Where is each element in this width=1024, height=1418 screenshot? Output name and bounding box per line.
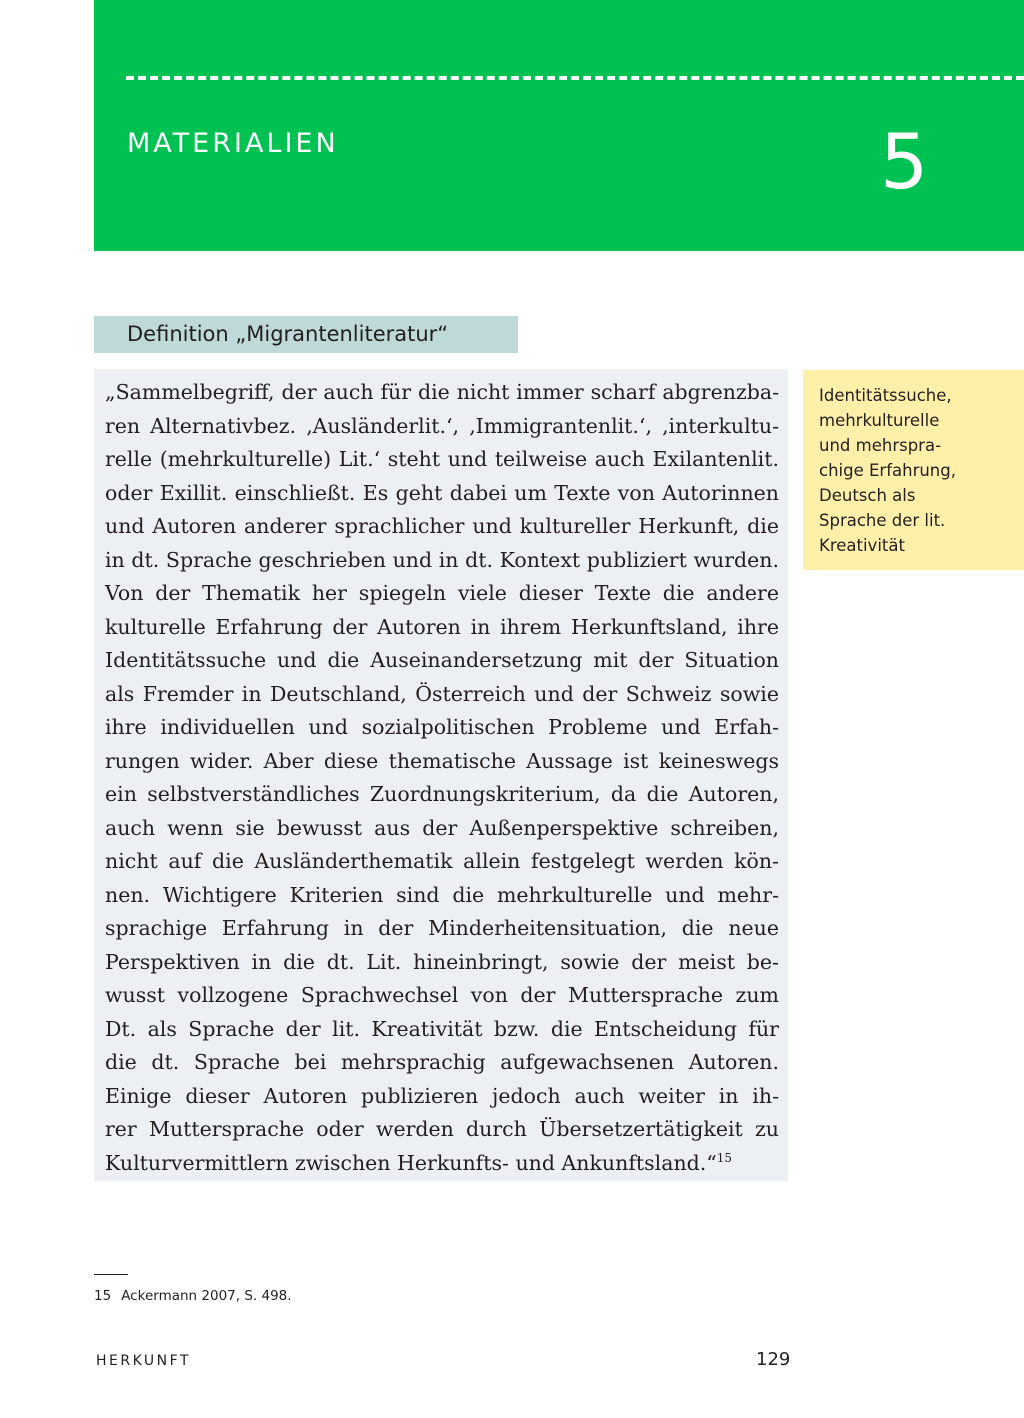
footnote-rule [94, 1274, 128, 1275]
quote-line: Perspektiven in die dt. Lit. hineinbringt, sowie der meist be- [105, 949, 779, 974]
section-title: MATERIALIEN [127, 128, 339, 159]
quote-line [105, 1147, 779, 1181]
quote-line: „Sammelbegriff, der auch für die nicht immer scharf abgrenzba- [105, 380, 779, 404]
quote-line: als Fremder in Deutschland, Österreich und der Schweiz sowie [105, 681, 779, 706]
chapter-number: 5 [880, 117, 929, 206]
quote-line: rungen wider. Aber diese thematische Aussage ist keineswegs [105, 748, 779, 773]
quote-line: ein selbstverständliches Zuordnungskriterium, da die Autoren, [105, 782, 779, 806]
quote-line: ren Alternativbez. ‚Ausländerlit.‘, ‚Immigrantenlit.‘, ‚interkultu- [105, 413, 779, 438]
margin-note-line: und mehrspra- [819, 436, 942, 455]
running-title: HERKUNFT [96, 1353, 191, 1369]
quote-line: sprachige Erfahrung in der Minderheitensituation, die neue [105, 916, 779, 940]
footnote-text: Ackermann 2007, S. 498. [121, 1288, 292, 1304]
footnote-number: 15 [94, 1288, 112, 1304]
margin-note-line: mehrkulturelle [819, 411, 940, 430]
margin-note-lines [819, 383, 1016, 558]
banner-dashed-rule [126, 76, 1024, 80]
margin-note-line: Kreativität [819, 536, 905, 555]
quote-line: wusst vollzogene Sprachwechsel von der Muttersprache zum [105, 983, 779, 1007]
quote-last-line-text: Kulturvermittlern zwischen Herkunfts- und Ankunftsland.“ [105, 1150, 717, 1175]
margin-note-line: Sprache der lit. [819, 511, 946, 530]
margin-note-line: chige Erfahrung, [819, 461, 956, 480]
chapter-banner [94, 0, 1024, 251]
quote-line: kulturelle Erfahrung der Autoren in ihrem Herkunftsland, ihre [105, 614, 779, 639]
footnote [94, 1288, 292, 1304]
quote-line: Dt. als Sprache der lit. Kreativität bzw. die Entscheidung für [105, 1016, 779, 1041]
quote-line: ihre individuellen und sozialpolitischen Probleme und Erfah- [105, 715, 779, 739]
definition-quote-lines [105, 376, 779, 1147]
quote-line: Einige dieser Autoren publizieren jedoch auch weiter in ih- [105, 1083, 779, 1108]
margin-note-line: Deutsch als [819, 486, 916, 505]
definition-quote-box [94, 369, 788, 1181]
quote-line: relle (mehrkulturelle) Lit.‘ steht und teilweise auch Exilantenlit. [105, 447, 779, 471]
quote-line: nen. Wichtigere Kriterien sind die mehrkulturelle und mehr- [105, 882, 779, 907]
quote-line: Von der Thematik her spiegeln viele dieser Texte die andere [105, 581, 779, 605]
margin-note [803, 370, 1024, 570]
quote-line: Identitätssuche und die Auseinandersetzung mit der Situation [105, 648, 779, 672]
footnote-marker: 15 [716, 1150, 733, 1165]
definition-heading: Definition „Migrantenliteratur“ [94, 316, 518, 353]
quote-line: die dt. Sprache bei mehrsprachig aufgewachsenen Autoren. [105, 1050, 779, 1074]
quote-line: nicht auf die Ausländerthematik allein festgelegt werden kön- [105, 849, 779, 873]
quote-line: oder Exillit. einschließt. Es geht dabei um Texte von Autorinnen [105, 480, 779, 505]
quote-line: in dt. Sprache geschrieben und in dt. Kontext publiziert wurden. [105, 547, 779, 572]
quote-line: und Autoren anderer sprachlicher und kultureller Herkunft, die [105, 514, 779, 538]
page-number: 129 [756, 1349, 791, 1370]
margin-note-line: Identitätssuche, [819, 386, 952, 405]
quote-line: auch wenn sie bewusst aus der Außenperspektive schreiben, [105, 815, 779, 840]
quote-line: rer Muttersprache oder werden durch Übersetzertätigkeit zu [105, 1117, 779, 1141]
